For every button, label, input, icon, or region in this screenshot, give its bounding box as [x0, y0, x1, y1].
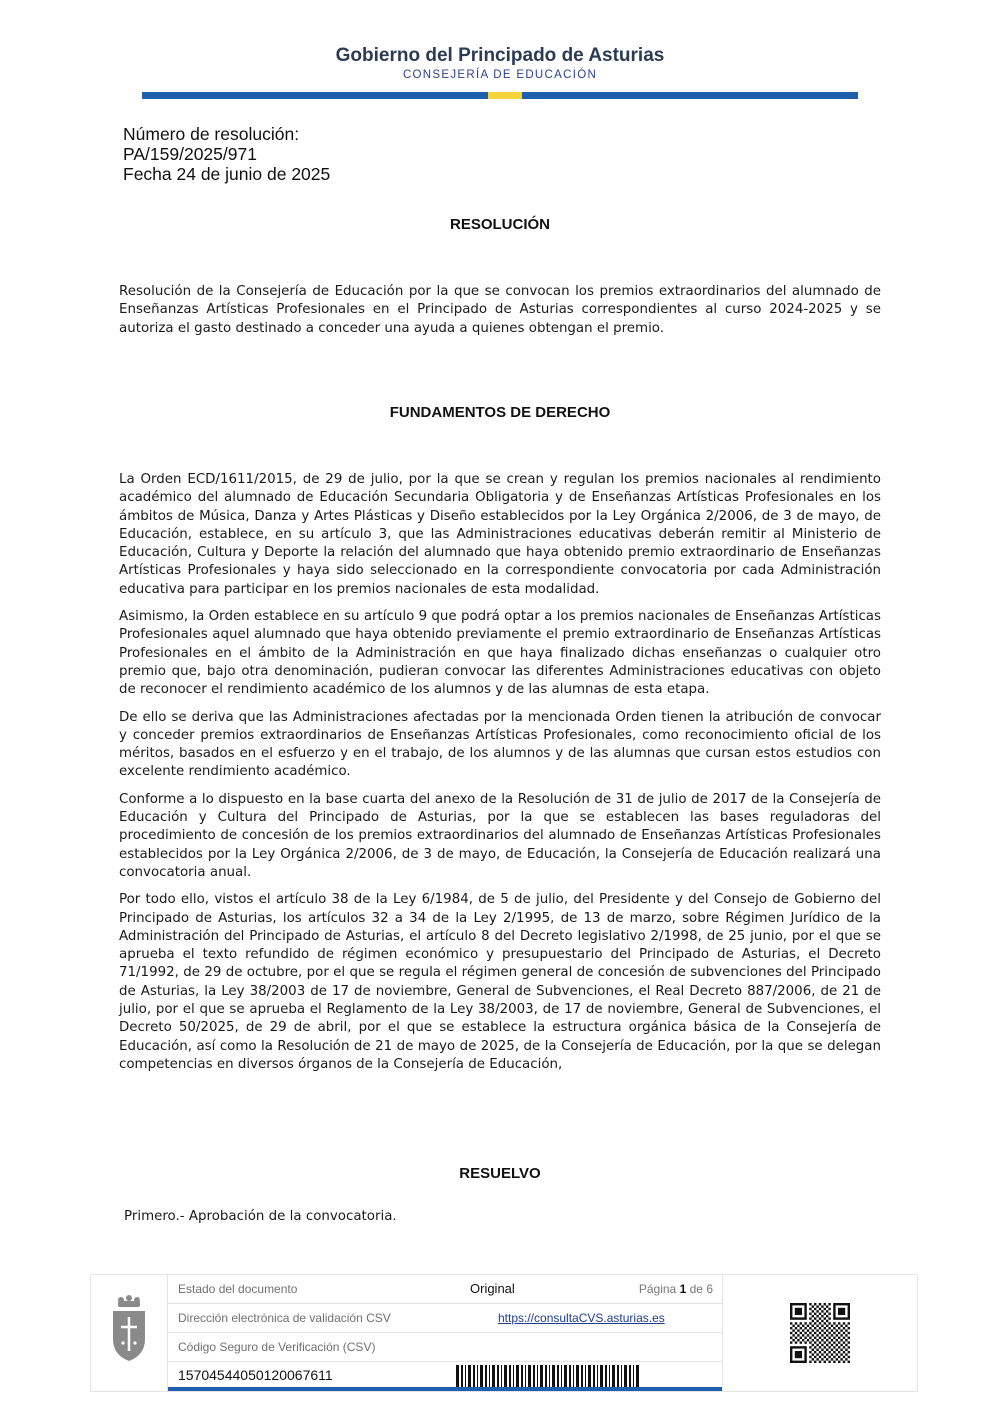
validation-table — [168, 1275, 723, 1391]
paragraph: Asimismo, la Orden establece en su artículo 9 que podrá optar a los premios nacionales de Enseñanzas Artísticas Profesionales aquel alumnado que haya obtenido previamente el premio extraordinario de Enseñanzas Artísticas Profesionales en el ámbito de la Administración en que haya finalizado dichas enseñanzas o cualquier otro premio que, bajo otra denominación, pudieran convocar las diferentes Administraciones educativas con objeto de reconocer el rendimiento académico de los alumnos y de las alumnas de esta etapa. — [119, 609, 881, 698]
heading-fundamentos: FUNDAMENTOS DE DERECHO — [389, 404, 611, 421]
estado-value: Original — [470, 1281, 515, 1296]
page-indicator: Página 1 de 6 — [638, 1282, 713, 1296]
government-title: Gobierno del Principado de Asturias — [335, 45, 665, 66]
csv-code-label: Código Seguro de Verificación (CSV) — [178, 1340, 376, 1354]
validation-footer — [90, 1274, 918, 1392]
csv-code-label-row — [168, 1333, 723, 1362]
estado-row — [168, 1275, 723, 1304]
csv-code: 15704544050120067611 — [178, 1367, 333, 1383]
paragraph: De ello se deriva que las Administraciones afectadas por la mencionada Orden tienen la atribución de convocar y conceder premios extraordinarios de Enseñanzas Artísticas Profesionales, como reconocimiento oficial de los méritos, basados en el esfuerzo y en el trabajo, de los alumnos y de las alumnas que cursan estos estudios con excelente rendimiento académico. — [119, 709, 881, 780]
department-subtitle: CONSEJERÍA DE EDUCACIÓN — [402, 69, 598, 81]
resolution-info — [123, 124, 330, 184]
estado-label: Estado del documento — [178, 1282, 298, 1296]
barcode-icon — [456, 1365, 640, 1389]
paragraph: La Orden ECD/1611/2015, de 29 de julio, por la que se crean y regulan los premios nacionales al rendimiento académico del alumnado de Educación Secundaria Obligatoria y de Enseñanzas Artísticas Profesionales en los ámbitos de Música, Danza y Artes Plásticas y Diseño establecidos por la Ley Orgánica 2/2006, de 3 de mayo, de Educación, establece, en su artículo 3, que las Administraciones educativas deberán remitir al Ministerio de Educación, Cultura y Deporte la relación del alumnado que haya obtenido premio extraordinario de Enseñanzas Artísticas Profesionales y haya sido seleccionado en la correspondiente convocatoria por cada Administración educativa para participar en los premios nacionales de esta modalidad. — [119, 472, 881, 597]
primero-item: Primero.- Aprobación de la convocatoria. — [124, 1209, 397, 1224]
footer-rule — [168, 1387, 723, 1391]
qr-code-icon — [722, 1275, 917, 1391]
csv-url-label: Dirección electrónica de validación CSV — [178, 1311, 391, 1325]
fundamentos-body — [119, 471, 881, 1083]
coat-of-arms-icon — [91, 1275, 168, 1391]
heading-resolucion: RESOLUCIÓN — [449, 216, 550, 233]
resolution-number-label: Número de resolución: — [123, 124, 300, 144]
summary-paragraph: Resolución de la Consejería de Educación por la que se convocan los premios extraordinarios del alumnado de Enseñanzas Artísticas Profesionales en el Principado de Asturias correspondientes al curso 2024-2025 y se autoriza el gasto destinado a conceder una ayuda a quienes obtengan el premio. — [119, 284, 881, 336]
header-rule-accent — [488, 92, 522, 99]
csv-code-row — [168, 1362, 723, 1390]
resolution-number: PA/159/2025/971 — [123, 144, 257, 164]
resolution-summary — [119, 283, 881, 347]
document-header — [0, 44, 1000, 82]
header-rule — [142, 92, 858, 99]
csv-url-row — [168, 1304, 723, 1333]
paragraph: Conforme a lo dispuesto en la base cuarta del anexo de la Resolución de 31 de julio de 2017 de la Consejería de Educación y Cultura del Principado de Asturias, por la que se establecen las bases reguladoras del procedimiento de concesión de los premios extraordinarios del alumnado de Enseñanzas Artísticas Profesionales establecidos por la Ley Orgánica 2/2006, de 3 de mayo, de Educación, la Consejería de Educación realizará una convocatoria anual. — [119, 791, 881, 880]
paragraph: Por todo ello, vistos el artículo 38 de la Ley 6/1984, de 5 de julio, del Presidente y del Consejo de Gobierno del Principado de Asturias, los artículos 32 a 34 de la Ley 2/1995, de 13 de marzo, sobre Régimen Jurídico de la Administración del Principado de Asturias, el artículo 8 del Decreto legislativo 2/1998, de 25 junio, por el que se aprueba el texto refundido de régimen económico y presupuestario del Principado de Asturias, el Decreto 71/1992, de 29 de octubre, por el que se regula el régimen general de concesión de subvenciones del Principado de Asturias, la Ley 38/2003 de 17 de noviembre, General de Subvenciones, el Real Decreto 887/2006, de 21 de julio, por el que se aprueba el Reglamento de la Ley 38/2003, de 17 de noviembre, General de Subvenciones, el Decreto 50/2025, de 29 de abril, por el que se establece la estructura orgánica básica de la Consejería de Educación, así como la Resolución de 21 de mayo de 2025, de la Consejería de Educación, por la que se delegan competencias en diversos órganos de la Consejería de Educación, — [119, 892, 881, 1072]
csv-validation-link[interactable]: https://consultaCVS.asturias.es — [498, 1311, 665, 1325]
resolution-date: Fecha 24 de junio de 2025 — [123, 164, 331, 184]
heading-resuelvo: RESUELVO — [459, 1165, 541, 1182]
